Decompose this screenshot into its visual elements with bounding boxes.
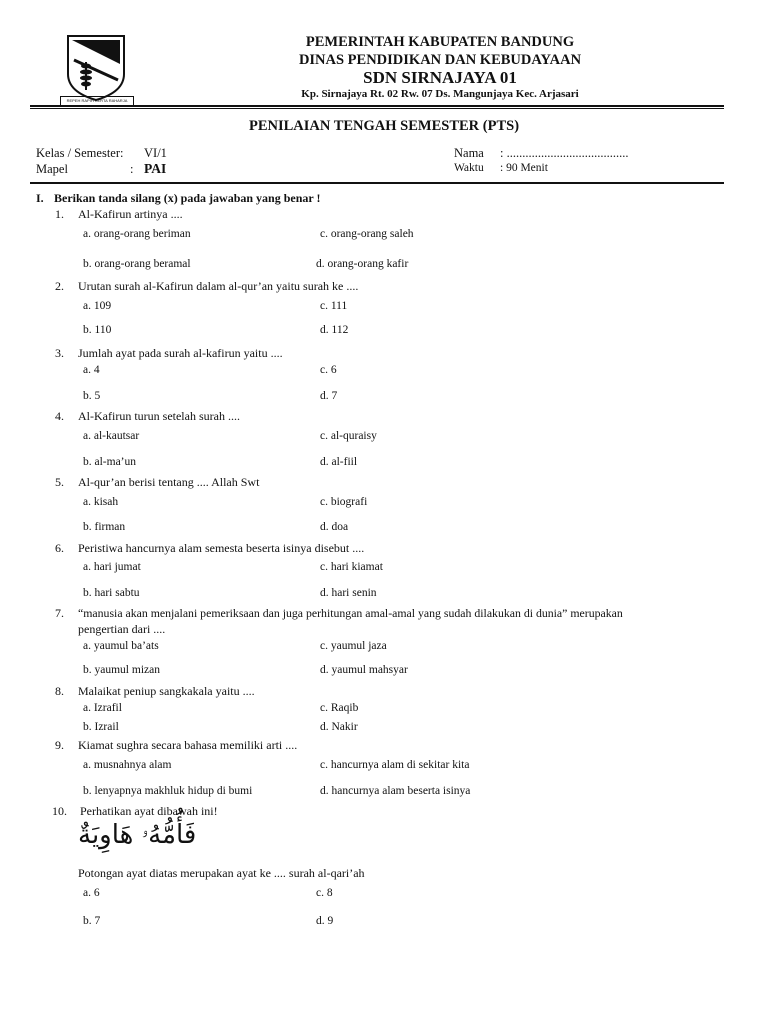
option-c[interactable]: c. 6 xyxy=(320,364,337,376)
option-c[interactable]: c. hancurnya alam di sekitar kita xyxy=(320,759,470,771)
option-a[interactable]: a. Izrafil xyxy=(83,702,122,714)
header-divider-thick xyxy=(30,105,724,107)
nama-label: Nama xyxy=(454,146,484,160)
question-text: Kiamat sughra secara bahasa memiliki arti .... xyxy=(78,738,298,752)
option-b[interactable]: b. lenyapnya makhluk hidup di bumi xyxy=(83,785,253,797)
header-school-name: SDN SIRNAJAYA 01 xyxy=(363,68,517,87)
option-a[interactable]: a. hari jumat xyxy=(83,561,141,573)
question-text: Al-qur’an berisi tentang .... Allah Swt xyxy=(78,475,260,489)
question-number: 3. xyxy=(55,346,64,360)
option-a[interactable]: a. musnahnya alam xyxy=(83,759,172,771)
question-number: 7. xyxy=(55,606,64,620)
question-number: 4. xyxy=(55,409,64,423)
header-divider-thin xyxy=(30,108,724,109)
kelas-label: Kelas / Semester: xyxy=(36,146,124,160)
question-text-continued: Potongan ayat diatas merupakan ayat ke .... surah al-qari’ah xyxy=(78,866,365,880)
nama-field[interactable]: : ....................................... xyxy=(500,146,629,160)
option-a[interactable]: a. yaumul ba’ats xyxy=(83,640,159,652)
logo-motto: REPEH RAPIH KERTA RAHARJA xyxy=(60,96,134,106)
option-b[interactable]: b. hari sabtu xyxy=(83,587,140,599)
option-d[interactable]: d. 9 xyxy=(316,915,334,927)
option-a[interactable]: a. 4 xyxy=(83,364,100,376)
section-instruction: Berikan tanda silang (x) pada jawaban yang benar ! xyxy=(54,191,321,205)
option-b[interactable]: b. yaumul mizan xyxy=(83,664,160,676)
school-logo xyxy=(66,34,126,104)
question-text: Al-Kafirun turun setelah surah .... xyxy=(78,409,240,423)
question-text: Malaikat peniup sangkakala yaitu .... xyxy=(78,684,255,698)
option-c[interactable]: c. 8 xyxy=(316,887,333,899)
option-a[interactable]: a. al-kautsar xyxy=(83,430,140,442)
question-number: 9. xyxy=(55,738,64,752)
question-text-continued: pengertian dari .... xyxy=(78,622,166,636)
header-government: PEMERINTAH KABUPATEN BANDUNG xyxy=(305,34,575,50)
option-a[interactable]: a. 6 xyxy=(83,887,100,899)
question-number: 8. xyxy=(55,684,64,698)
option-d[interactable]: d. hari senin xyxy=(320,587,377,599)
option-a[interactable]: a. kisah xyxy=(83,496,119,508)
question-text: “manusia akan menjalani pemeriksaan dan juga perhitungan amal-amal yang sudah dilakukan di dunia” merupakan xyxy=(78,606,623,620)
question-text: Urutan surah al-Kafirun dalam al-qur’an yaitu surah ke .... xyxy=(78,279,359,293)
option-c[interactable]: c. hari kiamat xyxy=(320,561,383,573)
mapel-label: Mapel xyxy=(36,162,68,176)
kelas-value: VI/1 xyxy=(144,146,167,160)
option-b[interactable]: b. al-ma’un xyxy=(83,456,137,468)
option-b[interactable]: b. 7 xyxy=(83,915,101,927)
option-b[interactable]: b. firman xyxy=(83,521,126,533)
option-d[interactable]: d. yaumul mahsyar xyxy=(320,664,408,676)
option-c[interactable]: c. yaumul jaza xyxy=(320,640,387,652)
question-number: 6. xyxy=(55,541,64,555)
mapel-colon: : xyxy=(130,162,134,176)
section-number: I. xyxy=(36,191,44,205)
header-address: Kp. Sirnajaya Rt. 02 Rw. 07 Ds. Mangunjaya Kec. Arjasari xyxy=(301,88,579,100)
question-text: Jumlah ayat pada surah al-kafirun yaitu .... xyxy=(78,346,283,360)
option-b[interactable]: b. 5 xyxy=(83,390,101,402)
option-d[interactable]: d. al-fiil xyxy=(320,456,358,468)
option-b[interactable]: b. Izrail xyxy=(83,721,119,733)
option-c[interactable]: c. biografi xyxy=(320,496,368,508)
waktu-value: : 90 Menit xyxy=(500,162,548,174)
option-b[interactable]: b. orang-orang beramal xyxy=(83,258,191,270)
question-text: Al-Kafirun artinya .... xyxy=(78,207,183,221)
waktu-label: Waktu xyxy=(454,162,484,174)
option-d[interactable]: d. doa xyxy=(320,521,349,533)
option-b[interactable]: b. 110 xyxy=(83,324,112,336)
question-number: 2. xyxy=(55,279,64,293)
option-c[interactable]: c. Raqib xyxy=(320,702,359,714)
question-text: Peristiwa hancurnya alam semesta beserta isinya disebut .... xyxy=(78,541,365,555)
exam-title: PENILAIAN TENGAH SEMESTER (PTS) xyxy=(248,118,520,134)
option-d[interactable]: d. Nakir xyxy=(320,721,358,733)
question-number: 1. xyxy=(55,207,64,221)
arabic-verse: فَأُمُّهُۥ هَاوِيَةٌ xyxy=(78,820,197,850)
option-a[interactable]: a. orang-orang beriman xyxy=(83,228,191,240)
option-d[interactable]: d. orang-orang kafir xyxy=(316,258,409,270)
option-c[interactable]: c. orang-orang saleh xyxy=(320,228,414,240)
option-c[interactable]: c. 111 xyxy=(320,300,348,312)
question-text: Perhatikan ayat dibawah ini! xyxy=(80,804,218,818)
option-d[interactable]: d. 112 xyxy=(320,324,349,336)
header-department: DINAS PENDIDIKAN DAN KEBUDAYAAN xyxy=(298,52,582,68)
option-d[interactable]: d. 7 xyxy=(320,390,338,402)
option-d[interactable]: d. hancurnya alam beserta isinya xyxy=(320,785,471,797)
question-number: 5. xyxy=(55,475,64,489)
info-divider xyxy=(30,182,724,184)
option-c[interactable]: c. al-quraisy xyxy=(320,430,377,442)
question-number: 10. xyxy=(52,804,67,818)
mapel-value: PAI xyxy=(144,161,167,176)
option-a[interactable]: a. 109 xyxy=(83,300,112,312)
